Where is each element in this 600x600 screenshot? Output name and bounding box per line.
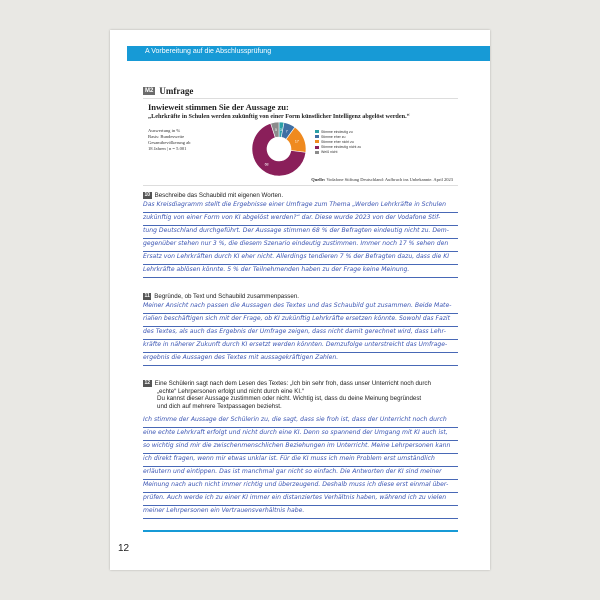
- answer-line: so wichtig sind mir die zwischenmenschlichen Beziehungen im Unterricht. Meine Lehrpersonen kann: [143, 441, 458, 454]
- legend-label: Weiß nicht: [321, 150, 338, 155]
- task-10-question: [143, 192, 283, 200]
- answer-line: des Textes, als auch das Ergebnis der Umfrage zeigen, dass nicht damit gerechnet wird, dass Lehr-: [143, 327, 458, 340]
- task-question-line: „echte“ Lehrpersonen erfolgt und nicht durch eine KI.“: [157, 387, 304, 395]
- answer-line: prüfen. Auch werde ich zu einer KI immer ein distanziertes Verhältnis haben, während ich zu vielen: [143, 493, 458, 506]
- chart-legend: [315, 129, 361, 155]
- infographic-basis: [148, 128, 218, 152]
- answer-line: Meinung nach auch nicht immer richtig und überzeugend. Deshalb muss ich diese erst einmal über-: [143, 480, 458, 493]
- chapter-header: [127, 46, 490, 61]
- answer-line: tung Deutschland durchgeführt. Der Aussage stimmen 68 % der Befragten eindeutig nicht zu. Dem-: [143, 226, 458, 239]
- task-10-answer: [143, 200, 458, 278]
- task-number: 11: [144, 293, 150, 299]
- basis-line: Gesamtbevölkerung ab: [148, 140, 191, 145]
- answer-line: Meiner Ansicht nach passen die Aussagen des Textes und das Schaubild gut zusammen. Beide Mate-: [143, 301, 458, 314]
- legend-label: Stimme eher nicht zu: [321, 139, 354, 144]
- slice-data-label: 68: [264, 162, 269, 167]
- infographic-title: Inwieweit stimmen Sie der Aussage zu:: [148, 102, 289, 112]
- legend-swatch: [315, 130, 319, 133]
- workbook-page: [110, 30, 490, 570]
- task-11-answer: [143, 301, 458, 366]
- material-heading: [143, 86, 193, 96]
- legend-swatch: [315, 146, 319, 149]
- chapter-header-text: A Vorbereitung auf die Abschlussprüfung: [145, 48, 272, 55]
- task-number: 10: [144, 192, 151, 198]
- task-question-text: Beschreibe das Schaubild mit eigenen Worten.: [154, 192, 284, 199]
- answer-line: erläutern und eintippen. Das ist manchmal gar nicht so einfach. Die Antworten der KI sind meiner: [143, 467, 458, 480]
- answer-line: rialien beschäftigen sich mit der Frage, ob KI zukünftig Lehrkräfte ersetzen könnte. Sowohl das Fazit: [143, 314, 458, 327]
- infographic-source: [311, 177, 453, 182]
- slice-data-label: 3: [279, 127, 282, 132]
- task-12-question: [143, 380, 458, 410]
- material-title: Umfrage: [159, 86, 194, 96]
- task-question-text: Begründe, ob Text und Schaubild zusammenpassen.: [154, 293, 299, 300]
- basis-line: Auswertung in %: [148, 128, 181, 133]
- footer-rule: [143, 530, 458, 532]
- task-question-line: Du kannst dieser Aussage zustimmen oder nicht. Wichtig ist, dass du deine Meinung begründest: [157, 395, 422, 402]
- legend-label: Stimme eindeutig nicht zu: [321, 145, 362, 150]
- legend-label: Stimme eher zu: [321, 134, 346, 139]
- material-badge: M2: [145, 88, 154, 94]
- basis-line: Basis: Bundesweite: [148, 134, 185, 139]
- task-12-answer: [143, 415, 458, 519]
- source-text: Vodafone Stiftung Deutschland: Aufbruch ins Unbekannte. April 2023: [326, 177, 453, 182]
- task-question-line: und dich auf mehrere Textpassagen beziehst.: [157, 402, 282, 410]
- answer-line: zukünftig von einer Form von KI abgelöst werden?“ dar. Diese wurde 2023 von der Vodafone Stif-: [143, 213, 458, 226]
- task-question-line: Eine Schülerin sagt nach dem Lesen des Textes: „Ich bin sehr froh, dass unser Unterricht noch durch: [154, 380, 431, 387]
- donut-chart: [249, 119, 309, 179]
- slice-data-label: 17: [294, 139, 299, 144]
- legend-swatch: [315, 135, 319, 138]
- legend-swatch: [315, 140, 319, 143]
- legend-label: Stimme eindeutig zu: [321, 129, 353, 134]
- answer-line: meiner Lehrpersonen ein Vertrauensverhältnis habe.: [143, 506, 458, 519]
- answer-line: Das Kreisdiagramm stellt die Ergebnisse einer Umfrage zum Thema „Werden Lehrkräfte in Schulen: [143, 200, 458, 213]
- answer-line: Lehrkräfte ablösen könnte. 5 % der Teilnehmenden haben zu der Frage keine Meinung.: [143, 265, 458, 278]
- answer-line: eine echte Lehrkraft erfolgt und nicht durch eine KI. Denn so spannend der Umgang mit KI auch ist,: [143, 428, 458, 441]
- task-11-question: [143, 293, 299, 301]
- answer-line: ich direkt fragen, wenn mir etwas unklar ist. Für die KI muss ich mein Problem erst umständlich: [143, 454, 458, 467]
- legend-item: [315, 145, 361, 150]
- legend-item: [315, 150, 361, 155]
- legend-swatch: [315, 151, 319, 154]
- answer-line: Ich stimme der Aussage der Schülerin zu, die sagt, dass sie froh ist, dass der Unterricht noch durch: [143, 415, 458, 428]
- basis-line: 18 Jahren | n = 5.001: [148, 146, 187, 151]
- infographic-subtitle: „Lehrkräfte in Schulen werden zukünftig von einer Form künstlicher Intelligenz abgelöst werden.“: [148, 113, 410, 120]
- answer-line: kräfte in näherer Zukunft durch KI ersetzt werden könnten. Demzufolge unterstreicht das Umfrage-: [143, 340, 458, 353]
- answer-line: Ersatz von Lehrkräften durch KI eher nicht. Allerdings tendieren 7 % der Befragten dazu, dass die KI: [143, 252, 458, 265]
- answer-line: ergebnis die Aussagen des Textes mit aussagekräftigen Zahlen.: [143, 353, 458, 366]
- slice-data-label: 7: [285, 129, 288, 134]
- answer-line: gegenüber stehen nur 3 %, die diesem Szenario eindeutig zustimmen. Immer noch 17 % sehen den: [143, 239, 458, 252]
- page-number: 12: [118, 543, 130, 554]
- slice-data-label: 5: [274, 128, 277, 133]
- survey-infographic: [143, 98, 458, 186]
- task-number: 12: [144, 380, 151, 386]
- source-label: Quelle:: [311, 177, 326, 182]
